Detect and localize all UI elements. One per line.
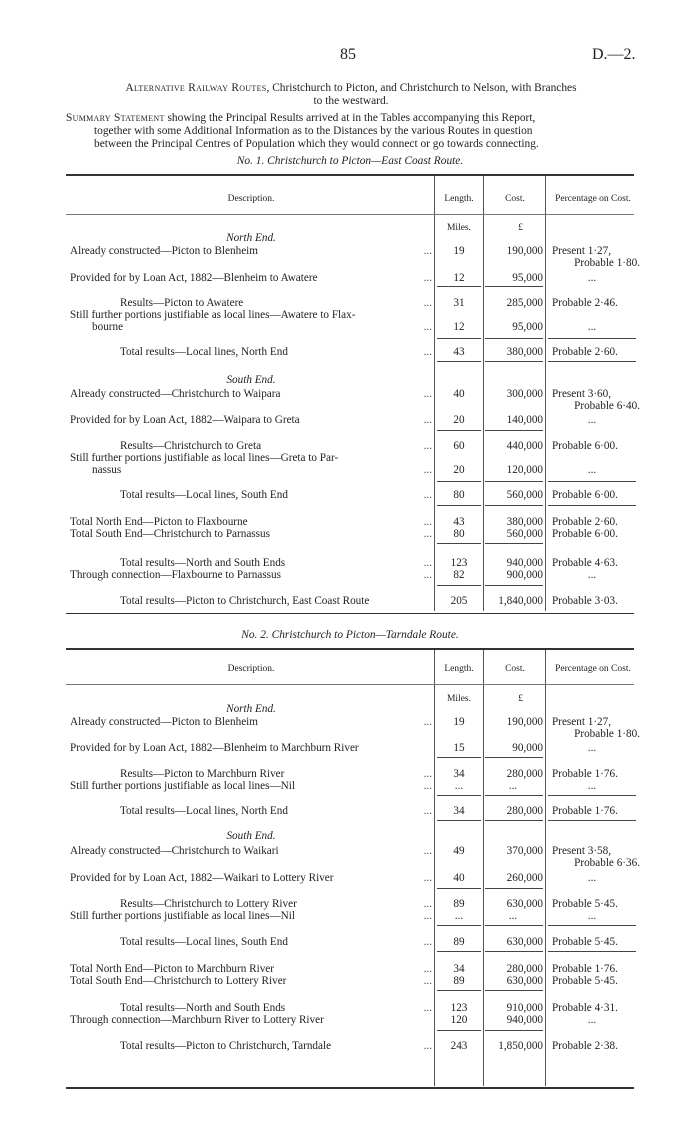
table-row-desc: Total results—Local lines, North End ... bbox=[120, 346, 432, 358]
sum-rule bbox=[485, 505, 543, 506]
sum-rule bbox=[437, 543, 481, 544]
table-row-percentage-2: Probable 6·36. bbox=[574, 857, 640, 869]
table-row-cost: 140,000 bbox=[506, 414, 543, 426]
table-row-percentage: Present 3·58, bbox=[552, 845, 612, 857]
table-row-length: 34 bbox=[453, 768, 465, 780]
table2-divider bbox=[545, 650, 546, 1086]
table-row-cost: 560,000 bbox=[506, 528, 543, 540]
summary-small-caps: Summary Statement bbox=[66, 112, 165, 124]
table-row-cost: 940,000 bbox=[506, 557, 543, 569]
table-row-desc: Already constructed—Christchurch to Waipara ... bbox=[70, 388, 432, 400]
table-row-percentage: ... bbox=[587, 321, 597, 333]
table-row-cost: 630,000 bbox=[506, 936, 543, 948]
table-row-desc: Total results—North and South Ends ... bbox=[120, 557, 432, 569]
table-row-desc: Provided for by Loan Act, 1882—Blenheim to Awatere ... bbox=[70, 272, 432, 284]
table-row-cost: 1,850,000 bbox=[498, 1040, 543, 1052]
title-line2: to the westward. bbox=[313, 95, 389, 107]
table-row-length: 80 bbox=[453, 489, 465, 501]
sum-rule bbox=[485, 585, 543, 586]
table-row-cost: 900,000 bbox=[506, 569, 543, 581]
table2-title: No. 2. Christchurch to Picton—Tarndale Route. bbox=[241, 629, 459, 641]
sum-rule bbox=[548, 338, 636, 339]
table-row-percentage: ... bbox=[587, 414, 597, 426]
table-row-desc: Total South End—Christchurch to Lottery River ... bbox=[70, 975, 432, 987]
sum-rule bbox=[437, 925, 481, 926]
table-row-length: 123 bbox=[450, 557, 468, 569]
table-row-length: ... bbox=[454, 780, 464, 792]
sum-rule bbox=[485, 888, 543, 889]
sum-rule bbox=[485, 951, 543, 952]
table-row-cost: 300,000 bbox=[506, 388, 543, 400]
table2-header-rule bbox=[66, 684, 634, 685]
table-row-length: 20 bbox=[453, 414, 465, 426]
sum-rule bbox=[437, 338, 481, 339]
table-row-desc: Total results—Local lines, South End ... bbox=[120, 936, 432, 948]
table1-header-rule bbox=[66, 214, 634, 215]
summary-line2: together with some Additional Information as to the Distances by the various Routes in question bbox=[94, 125, 533, 137]
table-row-length: 49 bbox=[453, 845, 465, 857]
table1-title: No. 1. Christchurch to Picton—East Coast Route. bbox=[236, 155, 464, 167]
table-row-percentage: Probable 2·60. bbox=[552, 516, 618, 528]
table2-top-rule bbox=[66, 648, 634, 650]
sum-rule bbox=[437, 888, 481, 889]
table-row-percentage-2: Probable 1·80. bbox=[574, 257, 640, 269]
sum-rule bbox=[548, 361, 636, 362]
table-row-desc: Still further portions justifiable as local lines—Greta to Par- bbox=[70, 452, 339, 464]
table-row-percentage: Present 1·27, bbox=[552, 716, 612, 728]
sum-rule bbox=[437, 990, 481, 991]
sum-rule bbox=[485, 430, 543, 431]
table1-top-rule bbox=[66, 174, 634, 176]
table-row-desc: Total results—Local lines, North End ... bbox=[120, 805, 432, 817]
table-row-desc: Already constructed—Picton to Blenheim ... bbox=[70, 245, 432, 257]
page-number: 85 bbox=[340, 46, 356, 63]
table-row-cost: 120,000 bbox=[506, 464, 543, 476]
table1-unit-pound: £ bbox=[518, 223, 523, 233]
table-row-desc: Results—Picton to Awatere ... bbox=[120, 297, 432, 309]
table-row-cost: 560,000 bbox=[506, 489, 543, 501]
table-row-length: 205 bbox=[450, 595, 468, 607]
sum-rule bbox=[485, 361, 543, 362]
table-row-cost: 280,000 bbox=[506, 768, 543, 780]
table2-south-heading: South End. bbox=[226, 830, 276, 842]
table-row-desc: Results—Picton to Marchburn River ... bbox=[120, 768, 432, 780]
sum-rule bbox=[485, 1030, 543, 1031]
sum-rule bbox=[437, 585, 481, 586]
sum-rule bbox=[437, 481, 481, 482]
table-row-length: 89 bbox=[453, 898, 465, 910]
summary-statement bbox=[66, 112, 636, 151]
table-row-desc: Still further portions justifiable as local lines—Awatere to Flax- bbox=[70, 309, 356, 321]
table-row-percentage: Present 1·27, bbox=[552, 245, 612, 257]
table-row-percentage: Probable 6·00. bbox=[552, 489, 618, 501]
table-row-desc: Total South End—Christchurch to Parnassus ... bbox=[70, 528, 432, 540]
table-row-desc: Already constructed—Picton to Blenheim ... bbox=[70, 716, 432, 728]
table-row-desc: Total results—Picton to Christchurch, East Coast Route bbox=[120, 595, 370, 607]
table-row-cost: 630,000 bbox=[506, 975, 543, 987]
table-row-percentage: Probable 1·76. bbox=[552, 805, 618, 817]
table-row-percentage: ... bbox=[587, 910, 597, 922]
table1-north-heading: North End. bbox=[226, 232, 276, 244]
table-row-cost: 370,000 bbox=[506, 845, 543, 857]
sum-rule bbox=[485, 795, 543, 796]
table-row-percentage: Present 3·60, bbox=[552, 388, 612, 400]
table-row-length: 43 bbox=[453, 346, 465, 358]
sum-rule bbox=[437, 361, 481, 362]
sum-rule bbox=[548, 925, 636, 926]
table-row-percentage: Probable 3·03. bbox=[552, 595, 618, 607]
sum-rule bbox=[485, 820, 543, 821]
sum-rule bbox=[548, 820, 636, 821]
table-row-cost: ... bbox=[508, 780, 518, 792]
table-row-desc: Provided for by Loan Act, 1882—Waipara to Greta ... bbox=[70, 414, 432, 426]
table2-col-cost: Cost. bbox=[505, 664, 525, 674]
table-row-percentage: Probable 5·45. bbox=[552, 975, 618, 987]
table-row-cost: 380,000 bbox=[506, 346, 543, 358]
table-row-cost: ... bbox=[508, 910, 518, 922]
sum-rule bbox=[548, 795, 636, 796]
table-row-desc: Through connection—Marchburn River to Lottery River bbox=[70, 1014, 324, 1026]
sum-rule bbox=[485, 338, 543, 339]
summary-line3: between the Principal Centres of Population which they would connect or go towards connecting. bbox=[94, 138, 539, 150]
table1-divider bbox=[434, 176, 435, 611]
table1-col-cost: Cost. bbox=[505, 194, 525, 204]
table-row-cost: 940,000 bbox=[506, 1014, 543, 1026]
document-title bbox=[66, 82, 636, 108]
table-row-desc: Total results—Picton to Christchurch, Tarndale ... bbox=[120, 1040, 432, 1052]
table-row-length: 34 bbox=[453, 963, 465, 975]
table-row-desc: Results—Christchurch to Greta ... bbox=[120, 440, 432, 452]
table-row-length: 19 bbox=[453, 716, 465, 728]
table-row-percentage: ... bbox=[587, 272, 597, 284]
table2-divider bbox=[434, 650, 435, 1086]
table-row-desc: Total results—Local lines, South End ... bbox=[120, 489, 432, 501]
table2-north-heading: North End. bbox=[226, 703, 276, 715]
table1-col-percentage: Percentage on Cost. bbox=[555, 194, 631, 204]
sum-rule bbox=[437, 286, 481, 287]
summary-line1: showing the Principal Results arrived at in the Tables accompanying this Report, bbox=[164, 112, 536, 124]
sum-rule bbox=[548, 505, 636, 506]
table-row-percentage: ... bbox=[587, 569, 597, 581]
table-row-percentage: Probable 1·76. bbox=[552, 768, 618, 780]
sum-rule bbox=[485, 481, 543, 482]
table-row-cost: 280,000 bbox=[506, 963, 543, 975]
table2-bottom-rule bbox=[66, 1087, 634, 1089]
table-row-percentage: Probable 6·00. bbox=[552, 528, 618, 540]
table-row-desc: Total results—North and South Ends ... bbox=[120, 1002, 432, 1014]
table-row-length: 43 bbox=[453, 516, 465, 528]
table-row-desc: Provided for by Loan Act, 1882—Waikari to Lottery River ... bbox=[70, 872, 432, 884]
table-row-desc: Through connection—Flaxbourne to Parnassus ... bbox=[70, 569, 432, 581]
table-row-percentage: Probable 5·45. bbox=[552, 936, 618, 948]
table-row-percentage: Probable 5·45. bbox=[552, 898, 618, 910]
table-row-cost: 440,000 bbox=[506, 440, 543, 452]
sum-rule bbox=[437, 951, 481, 952]
table-row-desc: Already constructed—Christchurch to Waikari ... bbox=[70, 845, 432, 857]
table1-unit-miles: Miles. bbox=[446, 223, 471, 233]
table-row-length: 243 bbox=[450, 1040, 468, 1052]
table-row-length: 120 bbox=[450, 1014, 468, 1026]
table1-col-length: Length. bbox=[444, 194, 474, 204]
table-row-cost: 1,840,000 bbox=[498, 595, 543, 607]
table1-divider bbox=[545, 176, 546, 611]
table1-col-description: Description. bbox=[227, 194, 275, 204]
table-row-length: 89 bbox=[453, 936, 465, 948]
table-row-cost: 630,000 bbox=[506, 898, 543, 910]
table-row-length: 12 bbox=[453, 321, 465, 333]
table-row-percentage-2: Probable 1·80. bbox=[574, 728, 640, 740]
table1-south-heading: South End. bbox=[226, 374, 276, 386]
table2-col-description: Description. bbox=[227, 664, 275, 674]
table-row-percentage: ... bbox=[587, 872, 597, 884]
table-row-percentage: ... bbox=[587, 464, 597, 476]
table-row-percentage: Probable 2·38. bbox=[552, 1040, 618, 1052]
sum-rule bbox=[485, 990, 543, 991]
table-row-cost: 380,000 bbox=[506, 516, 543, 528]
sum-rule bbox=[548, 481, 636, 482]
table-row-length: 80 bbox=[453, 528, 465, 540]
page-reference: D.—2. bbox=[592, 46, 636, 63]
table2-col-percentage: Percentage on Cost. bbox=[555, 664, 631, 674]
sum-rule bbox=[437, 820, 481, 821]
table-row-cost: 280,000 bbox=[506, 805, 543, 817]
table-row-percentage: ... bbox=[587, 780, 597, 792]
title-small-caps: Alternative Railway Routes bbox=[125, 82, 267, 94]
table-row-desc: Total North End—Picton to Marchburn River ... bbox=[70, 963, 432, 975]
sum-rule bbox=[437, 505, 481, 506]
table-row-desc-2: nassus ... bbox=[92, 464, 432, 476]
sum-rule bbox=[437, 757, 481, 758]
table-row-length: 123 bbox=[450, 1002, 468, 1014]
table-row-cost: 260,000 bbox=[506, 872, 543, 884]
sum-rule bbox=[437, 1030, 481, 1031]
table-row-percentage: Probable 4·31. bbox=[552, 1002, 618, 1014]
table-row-length: 20 bbox=[453, 464, 465, 476]
sum-rule bbox=[485, 925, 543, 926]
table-row-percentage: ... bbox=[587, 1014, 597, 1026]
table-row-desc: Still further portions justifiable as local lines—Nil ... bbox=[70, 780, 432, 792]
table-row-percentage: Probable 2·60. bbox=[552, 346, 618, 358]
table-row-length: 31 bbox=[453, 297, 465, 309]
table-row-desc: Provided for by Loan Act, 1882—Blenheim to Marchburn River bbox=[70, 742, 359, 754]
table-row-length: 60 bbox=[453, 440, 465, 452]
table-row-percentage-2: Probable 6·40. bbox=[574, 400, 640, 412]
table-row-length: 12 bbox=[453, 272, 465, 284]
table-row-cost: 90,000 bbox=[512, 742, 543, 754]
table-row-cost: 95,000 bbox=[512, 321, 543, 333]
table-row-cost: 95,000 bbox=[512, 272, 543, 284]
table-row-desc: Still further portions justifiable as local lines—Nil ... bbox=[70, 910, 432, 922]
table-row-cost: 910,000 bbox=[506, 1002, 543, 1014]
table-row-desc: Total North End—Picton to Flaxbourne ... bbox=[70, 516, 432, 528]
title-rest: , Christchurch to Picton, and Christchurch to Nelson, with Branches bbox=[266, 82, 577, 94]
sum-rule bbox=[437, 795, 481, 796]
table2-unit-pound: £ bbox=[518, 694, 523, 704]
table-row-desc: Results—Christchurch to Lottery River ... bbox=[120, 898, 432, 910]
table-row-percentage: Probable 4·63. bbox=[552, 557, 618, 569]
sum-rule bbox=[485, 757, 543, 758]
table-row-desc-2: bourne ... bbox=[92, 321, 432, 333]
table1-bottom-rule bbox=[66, 613, 634, 614]
table-row-cost: 190,000 bbox=[506, 716, 543, 728]
table-row-percentage: Probable 2·46. bbox=[552, 297, 618, 309]
table-row-percentage: Probable 6·00. bbox=[552, 440, 618, 452]
table-row-length: ... bbox=[454, 910, 464, 922]
table-row-percentage: Probable 1·76. bbox=[552, 963, 618, 975]
table-row-length: 40 bbox=[453, 388, 465, 400]
table-row-cost: 285,000 bbox=[506, 297, 543, 309]
table-row-length: 34 bbox=[453, 805, 465, 817]
sum-rule bbox=[437, 430, 481, 431]
sum-rule bbox=[485, 286, 543, 287]
table-row-cost: 190,000 bbox=[506, 245, 543, 257]
table-row-length: 15 bbox=[453, 742, 465, 754]
table-row-length: 82 bbox=[453, 569, 465, 581]
table-row-length: 40 bbox=[453, 872, 465, 884]
table2-unit-miles: Miles. bbox=[446, 694, 471, 704]
sum-rule bbox=[548, 951, 636, 952]
table2-col-length: Length. bbox=[444, 664, 474, 674]
sum-rule bbox=[485, 543, 543, 544]
table-row-length: 89 bbox=[453, 975, 465, 987]
table-row-percentage: ... bbox=[587, 742, 597, 754]
table-row-length: 19 bbox=[453, 245, 465, 257]
